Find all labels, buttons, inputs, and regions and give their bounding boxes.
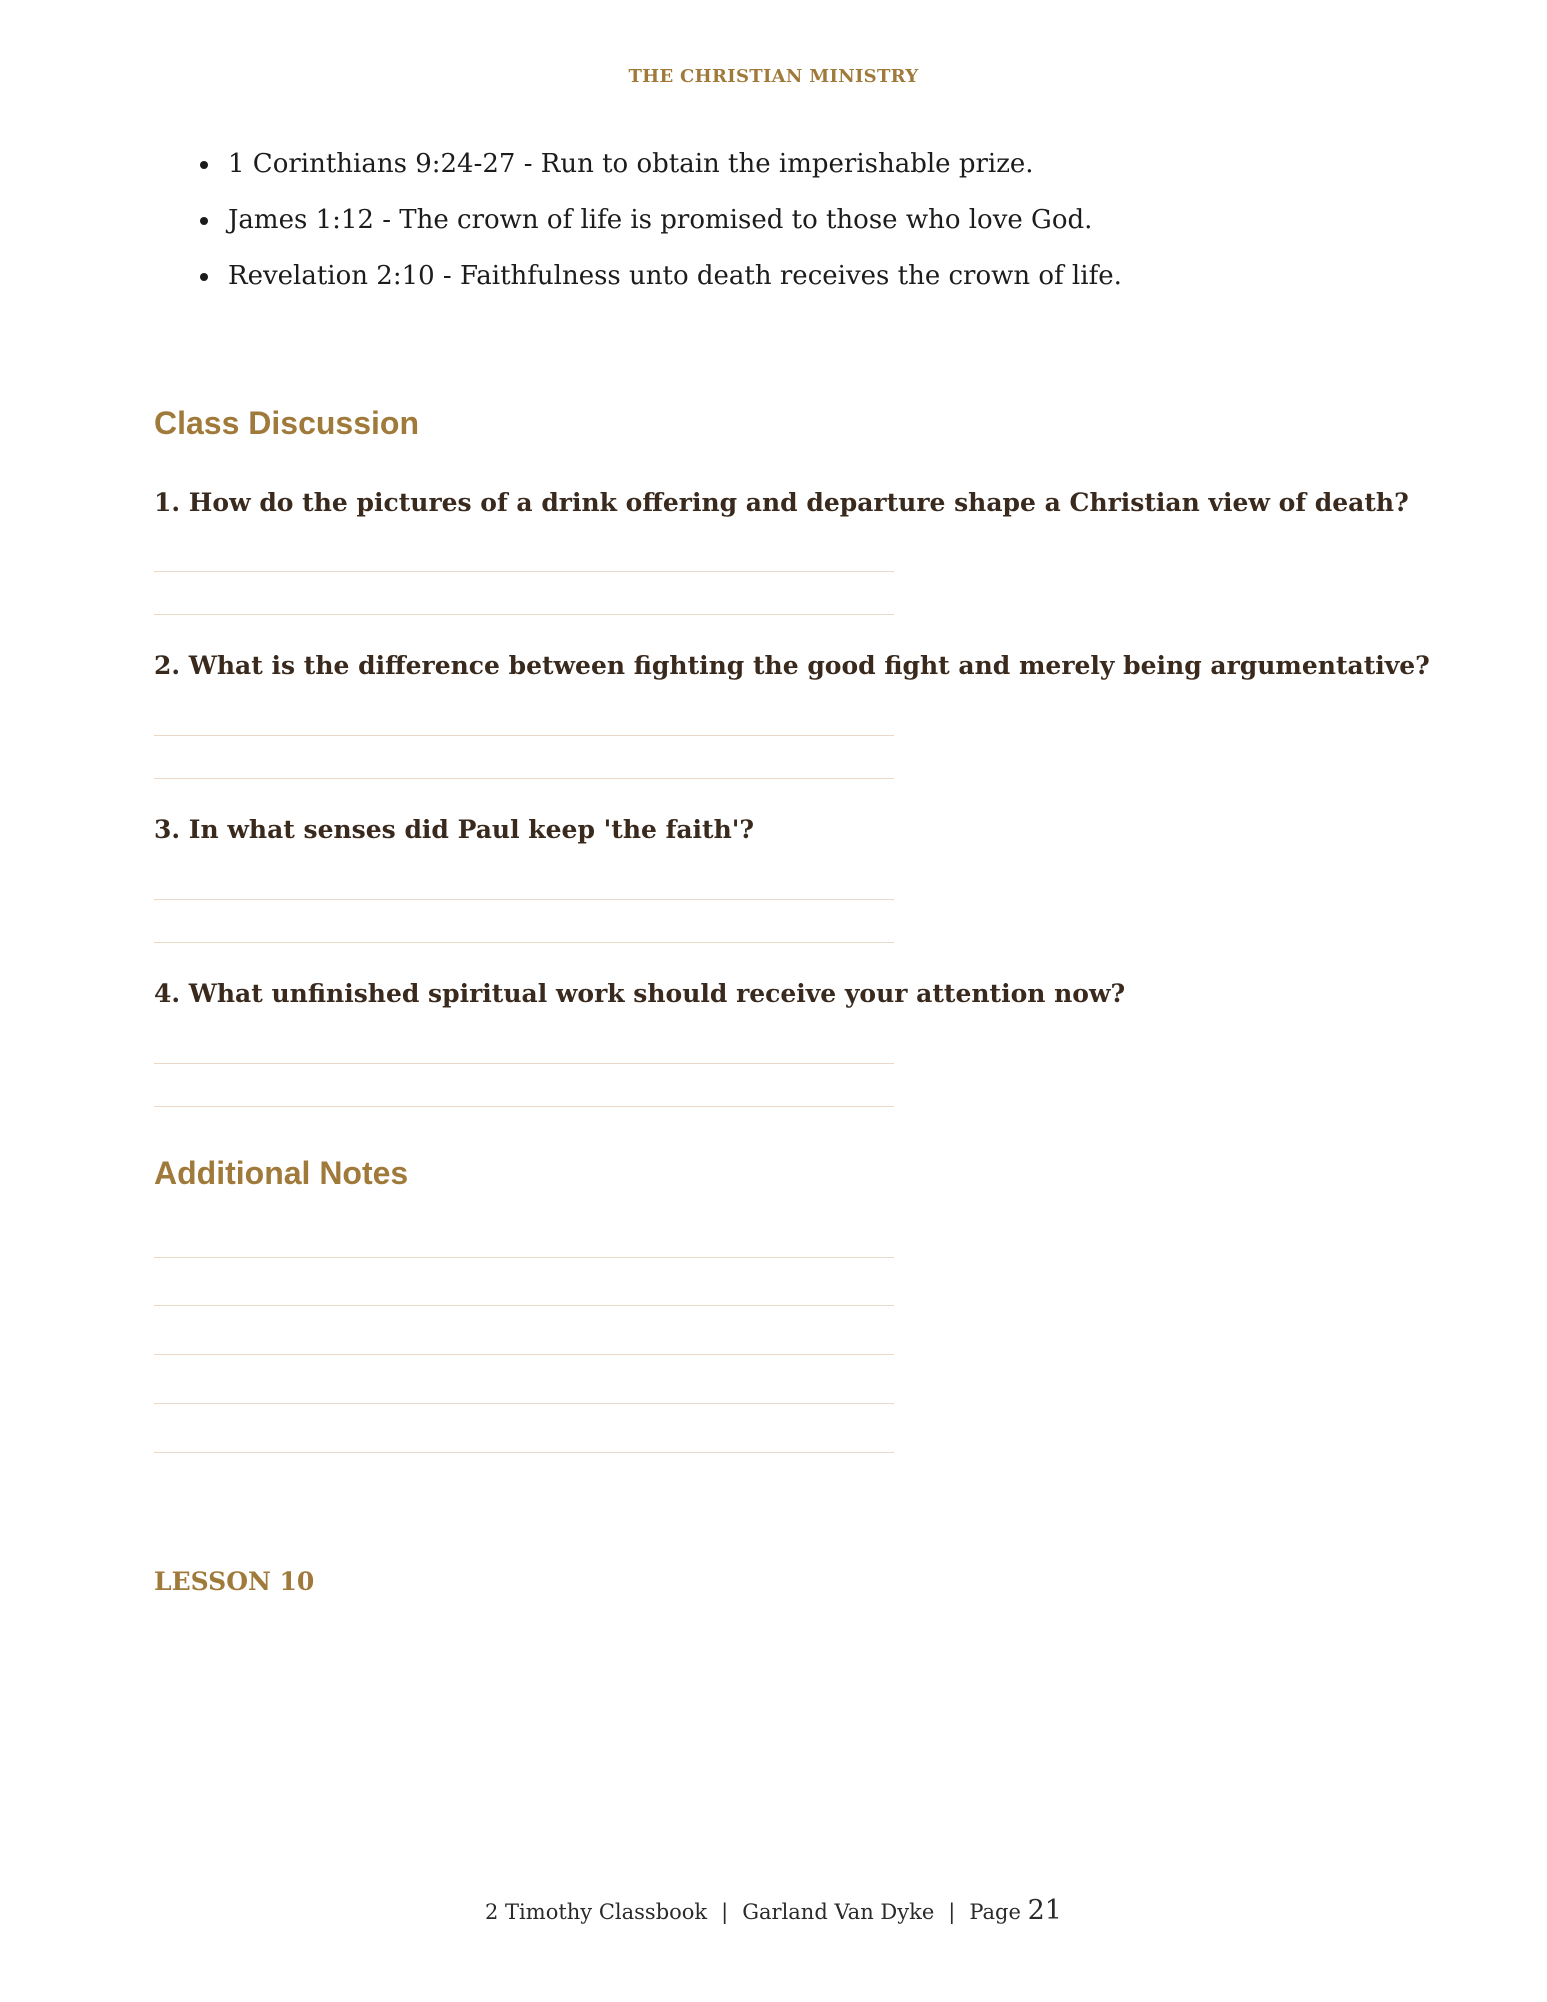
answer-line[interactable]: [154, 899, 894, 900]
footer-separator: |: [721, 1900, 729, 1924]
answer-line[interactable]: [154, 942, 894, 943]
answer-line[interactable]: [154, 1106, 894, 1107]
discussion-question-4: 4. What unfinished spiritual work should receive your attention now?: [154, 979, 1126, 1008]
discussion-question-2: 2. What is the difference between fighting the good fight and merely being argumentative?: [154, 651, 1430, 680]
answer-line[interactable]: [154, 614, 894, 615]
notes-line[interactable]: [154, 1305, 894, 1306]
additional-notes-heading: Additional Notes: [154, 1155, 409, 1191]
answer-line[interactable]: [154, 735, 894, 736]
list-item: • 1 Corinthians 9:24-27 - Run to obtain the imperishable prize.: [222, 136, 1422, 192]
footer-author: Garland Van Dyke: [742, 1900, 935, 1924]
notes-line[interactable]: [154, 1354, 894, 1355]
lesson-label: LESSON 10: [154, 1567, 315, 1596]
notes-line[interactable]: [154, 1403, 894, 1404]
notes-line[interactable]: [154, 1257, 894, 1258]
class-discussion-heading: Class Discussion: [154, 405, 419, 441]
answer-line[interactable]: [154, 1063, 894, 1064]
answer-line[interactable]: [154, 571, 894, 572]
running-header: THE CHRISTIAN MINISTRY: [628, 66, 919, 87]
footer-separator: |: [948, 1900, 956, 1924]
notes-line[interactable]: [154, 1452, 894, 1453]
answer-line[interactable]: [154, 778, 894, 779]
list-item: • Revelation 2:10 - Faithfulness unto death receives the crown of life.: [222, 248, 1422, 304]
scripture-list: [184, 136, 1422, 304]
page-footer: [0, 1895, 1547, 1926]
list-item: • James 1:12 - The crown of life is promised to those who love God.: [222, 192, 1422, 248]
discussion-question-1: 1. How do the pictures of a drink offering and departure shape a Christian view of death?: [154, 488, 1409, 517]
footer-page-label: Page: [969, 1900, 1021, 1924]
footer-book-title: 2 Timothy Classbook: [485, 1900, 708, 1924]
page-number: 21: [1027, 1895, 1062, 1926]
discussion-question-3: 3. In what senses did Paul keep 'the faith'?: [154, 815, 755, 844]
